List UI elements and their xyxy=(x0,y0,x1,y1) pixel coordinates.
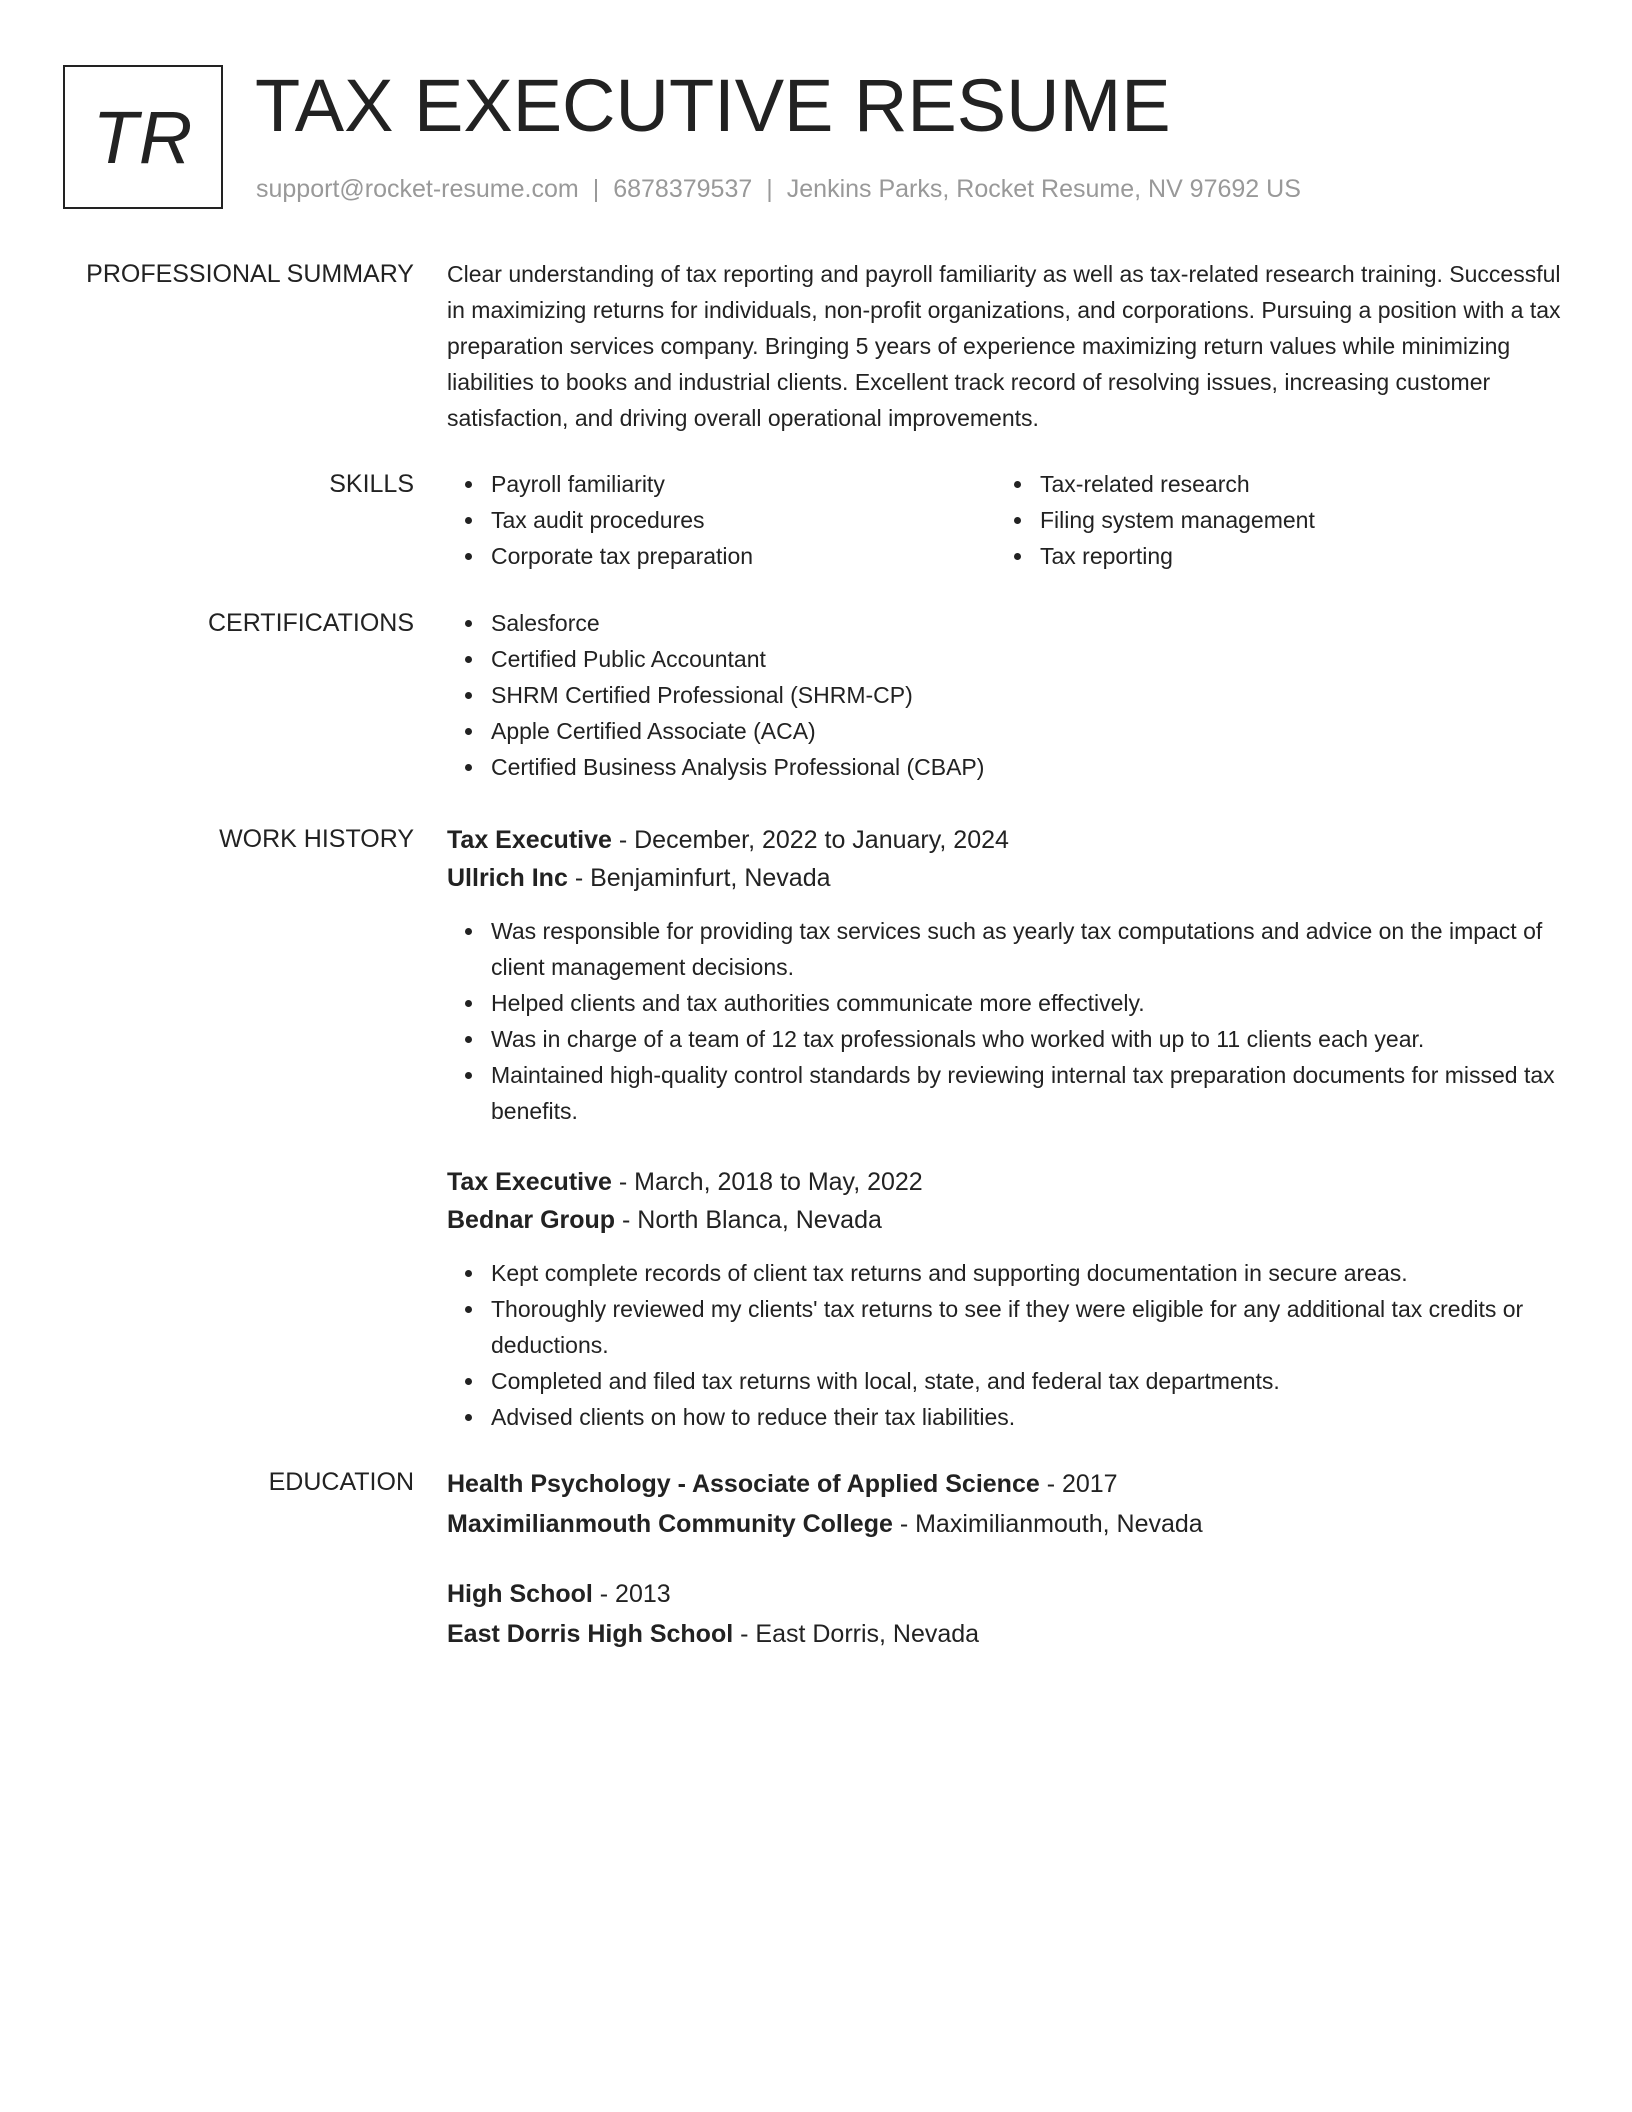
education-degree: High School xyxy=(447,1580,593,1608)
section-label-education: EDUCATION xyxy=(268,1468,414,1496)
certification-item: SHRM Certified Professional (SHRM-CP) xyxy=(447,677,1567,713)
contact-separator: | xyxy=(766,175,773,203)
job-duty-item: Helped clients and tax authorities communicate more effectively. xyxy=(447,985,1567,1021)
section-label-certifications: CERTIFICATIONS xyxy=(207,609,414,637)
job-duty-item: Was in charge of a team of 12 tax professionals who worked with up to 11 clients each year. xyxy=(447,1021,1567,1057)
job-location: - Benjaminfurt, Nevada xyxy=(567,864,831,892)
job-entry xyxy=(447,821,1567,1129)
skill-item: Tax reporting xyxy=(996,538,1545,574)
education-entry xyxy=(447,1464,1567,1544)
certification-item: Apple Certified Associate (ACA) xyxy=(447,713,1567,749)
job-dates: - March, 2018 to May, 2022 xyxy=(611,1168,923,1196)
education-year: - 2017 xyxy=(1039,1470,1118,1498)
job-duty-item: Advised clients on how to reduce their tax liabilities. xyxy=(447,1399,1567,1435)
education-school-line xyxy=(447,1614,1567,1654)
job-duty-item: Kept complete records of client tax returns and supporting documentation in secure areas. xyxy=(447,1255,1567,1291)
education-school-line xyxy=(447,1504,1567,1544)
certification-item: Salesforce xyxy=(447,605,1567,641)
education-entry xyxy=(447,1574,1567,1654)
job-duty-item: Maintained high-quality control standards by reviewing internal tax preparation documents for missed tax benefits. xyxy=(447,1057,1567,1129)
job-location: - North Blanca, Nevada xyxy=(615,1206,882,1234)
education-year: - 2013 xyxy=(592,1580,671,1608)
skill-item: Payroll familiarity xyxy=(447,466,996,502)
resume-header xyxy=(63,65,1563,211)
resume-title: TAX EXECUTIVE RESUME xyxy=(255,64,1171,147)
skill-item: Tax audit procedures xyxy=(447,502,996,538)
job-duty-item: Was responsible for providing tax services such as yearly tax computations and advice on the impact of client management decisions. xyxy=(447,913,1567,985)
job-title-line xyxy=(447,821,1567,859)
skill-item: Corporate tax preparation xyxy=(447,538,996,574)
summary-text: Clear understanding of tax reporting and payroll familiarity as well as tax-related research training. Successful in maximizing returns for individuals, non-profit organizations, and corporations. Pursuing a position with a tax preparation services company. Bringing 5 years of experience maximizing return values while minimizing liabilities to books and industrial clients. Excellent track record of resolving issues, increasing customer satisfaction, and driving overall operational improvements. xyxy=(447,261,1561,431)
contact-phone[interactable]: 6878379537 xyxy=(613,175,753,203)
skill-item: Tax-related research xyxy=(996,466,1545,502)
education-body xyxy=(447,1464,1567,1684)
certification-item: Certified Business Analysis Professional (CBAP) xyxy=(447,749,1567,785)
job-duty-item: Thoroughly reviewed my clients' tax returns to see if they were eligible for any additional tax credits or deductions. xyxy=(447,1291,1567,1363)
job-company-line xyxy=(447,859,1567,897)
job-company: Bednar Group xyxy=(447,1206,616,1234)
certification-item: Certified Public Accountant xyxy=(447,641,1567,677)
contact-line xyxy=(256,175,1301,204)
job-company: Ullrich Inc xyxy=(447,864,568,892)
section-label-skills: SKILLS xyxy=(329,470,414,498)
section-label-summary: PROFESSIONAL SUMMARY xyxy=(86,260,414,288)
work-history-body xyxy=(447,821,1567,1469)
monogram-logo: TR xyxy=(63,65,223,209)
job-title-line xyxy=(447,1163,1567,1201)
education-degree-line xyxy=(447,1464,1567,1504)
section-label-work-history: WORK HISTORY xyxy=(219,825,414,853)
job-company-line xyxy=(447,1201,1567,1239)
education-school: East Dorris High School xyxy=(447,1620,734,1648)
job-dates: - December, 2022 to January, 2024 xyxy=(611,826,1009,854)
education-degree-line xyxy=(447,1574,1567,1614)
certifications-body xyxy=(447,605,1567,785)
job-title: Tax Executive xyxy=(447,826,612,854)
education-school: Maximilianmouth Community College xyxy=(447,1510,893,1538)
skills-list-right xyxy=(996,466,1545,574)
education-location: - East Dorris, Nevada xyxy=(733,1620,980,1648)
job-title: Tax Executive xyxy=(447,1168,612,1196)
job-duties-list xyxy=(447,1255,1567,1435)
contact-address: Jenkins Parks, Rocket Resume, NV 97692 US xyxy=(786,175,1301,203)
certifications-list xyxy=(447,605,1567,785)
skills-list-left xyxy=(447,466,996,574)
job-duty-item: Completed and filed tax returns with local, state, and federal tax departments. xyxy=(447,1363,1567,1399)
skills-body xyxy=(447,466,1567,574)
education-degree: Health Psychology - Associate of Applied Science xyxy=(447,1470,1040,1498)
education-location: - Maximilianmouth, Nevada xyxy=(892,1510,1203,1538)
skill-item: Filing system management xyxy=(996,502,1545,538)
job-duties-list xyxy=(447,913,1567,1129)
job-entry xyxy=(447,1163,1567,1435)
contact-separator: | xyxy=(592,175,600,203)
contact-email[interactable]: support@rocket-resume.com xyxy=(256,175,579,203)
